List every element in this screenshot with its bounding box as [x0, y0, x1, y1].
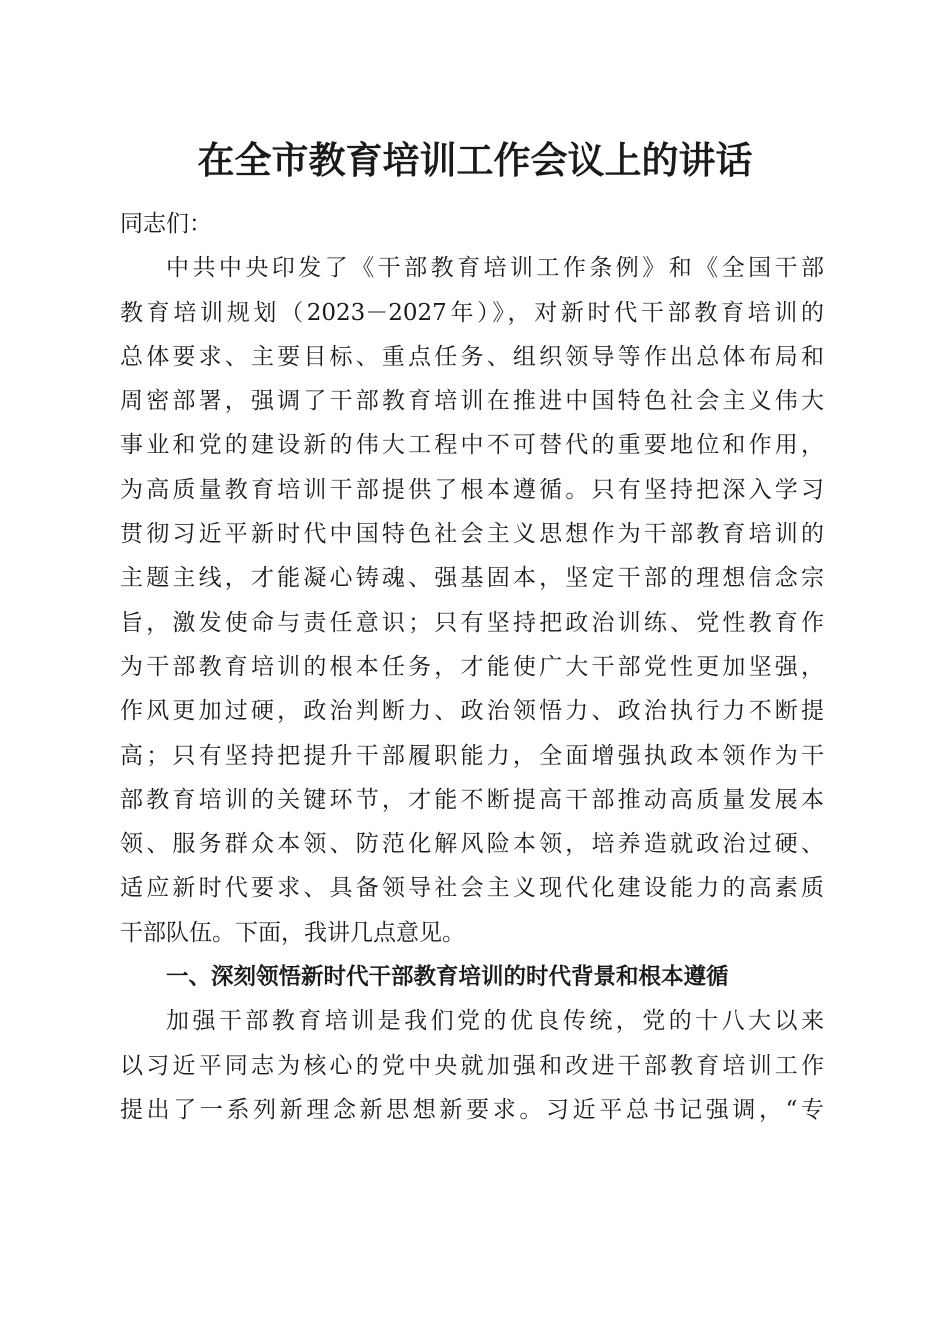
- paragraph-1: [120, 246, 824, 955]
- paragraph-2: [120, 999, 824, 1132]
- paragraph-line: 旨，激发使命与责任意识；只有坚持把政治训练、党性教育作: [120, 609, 824, 636]
- paragraph-line: 总体要求、主要目标、重点任务、组织领导等作出总体布局和: [120, 343, 824, 370]
- paragraph-line: 作风更加过硬，政治判断力、政治领悟力、政治执行力不断提: [120, 698, 824, 725]
- paragraph-line: 干部队伍。下面，我讲几点意见。: [120, 919, 465, 946]
- paragraph-line: 适应新时代要求、具备领导社会主义现代化建设能力的高素质: [120, 875, 824, 902]
- section-heading: 一、深刻领悟新时代干部教育培训的时代背景和根本遵循: [166, 964, 729, 991]
- document-title: 在全市教育培训工作会议上的讲话: [197, 138, 753, 182]
- paragraph-line: 部教育培训的关键环节，才能不断提高干部推动高质量发展本: [120, 786, 824, 813]
- paragraph-line: 领、服务群众本领、防范化解风险本领，培养造就政治过硬、: [120, 831, 824, 858]
- salutation: 同志们：: [120, 211, 212, 237]
- paragraph-line: 加强干部教育培训是我们党的优良传统，党的十八大以来: [166, 1008, 824, 1035]
- paragraph-line: 教育培训规划（2023－2027年）》，对新时代干部教育培训的: [120, 299, 824, 326]
- paragraph-line: 周密部署，强调了干部教育培训在推进中国特色社会主义伟大: [120, 388, 824, 415]
- paragraph-line: 中共中央印发了《干部教育培训工作条例》和《全国干部: [166, 255, 824, 282]
- paragraph-line: 事业和党的建设新的伟大工程中不可替代的重要地位和作用，: [120, 432, 824, 459]
- paragraph-line: 高；只有坚持把提升干部履职能力，全面增强执政本领作为干: [120, 742, 824, 769]
- paragraph-line: 提出了一系列新理念新思想新要求。习近平总书记强调，“专: [120, 1096, 824, 1123]
- paragraph-line: 主题主线，才能凝心铸魂、强基固本，坚定干部的理想信念宗: [120, 565, 824, 592]
- paragraph-line: 以习近平同志为核心的党中央就加强和改进干部教育培训工作: [120, 1052, 824, 1079]
- paragraph-line: 为干部教育培训的根本任务，才能使广大干部党性更加坚强，: [120, 653, 824, 680]
- document-body: [120, 202, 824, 1132]
- paragraph-line: 贯彻习近平新时代中国特色社会主义思想作为干部教育培训的: [120, 521, 824, 548]
- paragraph-line: 为高质量教育培训干部提供了根本遵循。只有坚持把深入学习: [120, 476, 824, 503]
